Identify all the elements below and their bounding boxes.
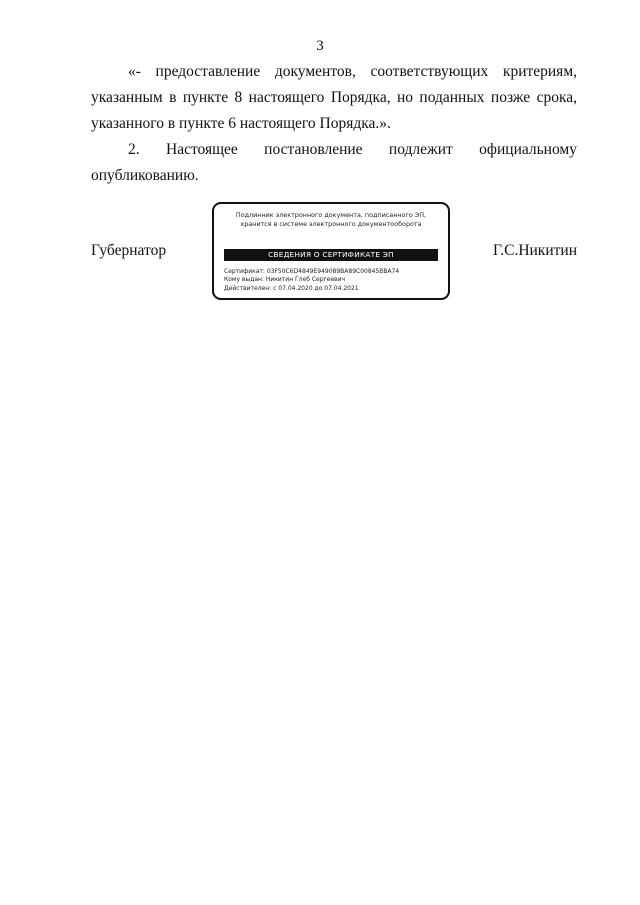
electronic-signature-stamp xyxy=(212,202,450,300)
stamp-validity: Действителен: с 07.04.2020 до 07.04.2021 xyxy=(224,284,359,292)
paragraph-criteria xyxy=(91,59,577,137)
stamp-notice-line: хранится в системе электронного документооборота xyxy=(240,220,422,228)
stamp-details xyxy=(224,268,442,293)
paragraph-line: 2. Настоящее постановление подлежит официальному xyxy=(128,141,577,158)
paragraph-line: опубликованию. xyxy=(91,167,199,184)
paragraph-publication xyxy=(91,137,577,189)
signatory-title: Губернатор xyxy=(91,242,167,259)
paragraph-line: «- предоставление документов, соответствующих критериям, xyxy=(128,63,577,80)
paragraph-line: указанного в пункте 6 настоящего Порядка.». xyxy=(91,115,391,132)
stamp-header: СВЕДЕНИЯ О СЕРТИФИКАТЕ ЭП xyxy=(224,249,438,261)
stamp-notice xyxy=(214,211,448,229)
paragraph-line: указанным в пункте 8 настоящего Порядка, но поданных позже срока, xyxy=(91,89,577,106)
stamp-certificate: Сертификат: 03F50C6D4849E949089BA89C00845BBA74 xyxy=(224,268,400,275)
stamp-notice-line: Подлинник электронного документа, подписанного ЭП, xyxy=(235,211,427,219)
signatory-name: Г.С.Никитин xyxy=(493,242,577,259)
page-number: 3 xyxy=(316,38,324,54)
stamp-issued-to: Кому выдан: Никитин Глеб Сергеевич xyxy=(224,276,346,284)
